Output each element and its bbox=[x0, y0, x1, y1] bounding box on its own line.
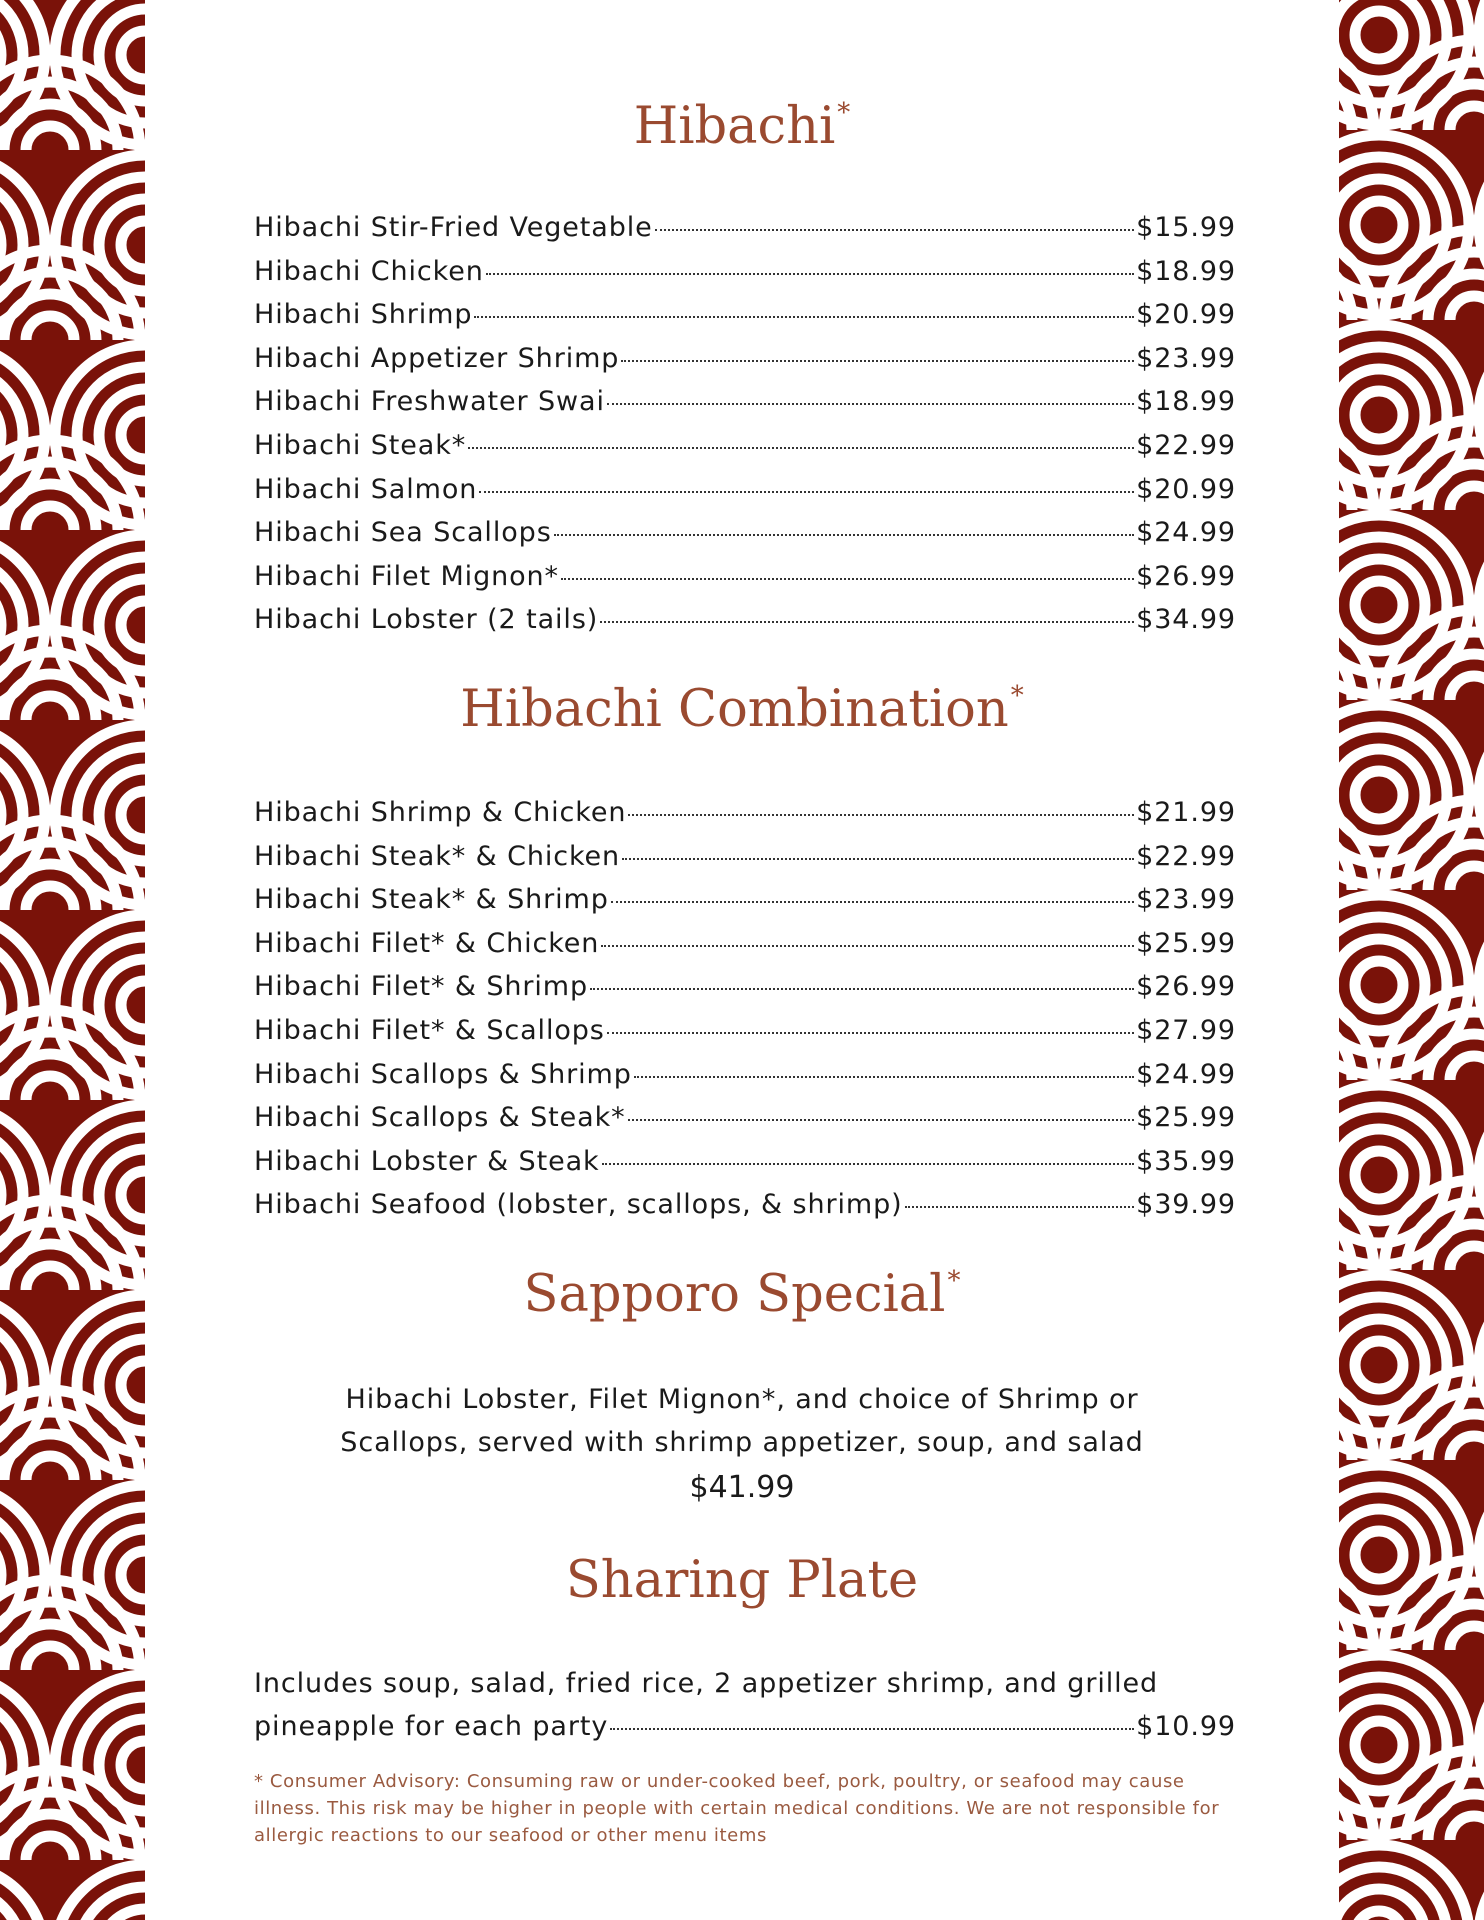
sharing-description bbox=[254, 1662, 1236, 1748]
menu-item-name: Hibachi Scallops & Shrimp bbox=[254, 1058, 632, 1090]
menu-item-price: $23.99 bbox=[1136, 342, 1236, 374]
menu-item bbox=[254, 511, 1236, 555]
sharing-price: $10.99 bbox=[1136, 1711, 1236, 1742]
hibachi-heading bbox=[145, 97, 1339, 156]
menu-item-name: Hibachi Filet Mignon* bbox=[254, 560, 559, 592]
menu-item-price: $21.99 bbox=[1136, 797, 1236, 828]
dot-leader bbox=[479, 463, 1134, 493]
menu-panel bbox=[145, 0, 1339, 1920]
menu-item-name: Hibachi Chicken bbox=[254, 255, 484, 287]
menu-item-name: Hibachi Filet* & Chicken bbox=[254, 927, 600, 959]
menu-item bbox=[254, 206, 1236, 250]
sapporo-title: Sapporo Special bbox=[523, 1265, 946, 1324]
sharing-heading bbox=[145, 1551, 1339, 1610]
menu-item-name: Hibachi Shrimp bbox=[254, 299, 473, 331]
menu-item-name: Hibachi Scallops & Steak* bbox=[254, 1102, 626, 1134]
combination-title: Hibachi Combination bbox=[460, 680, 1009, 739]
menu-item-name: Hibachi Stir-Fried Vegetable bbox=[254, 212, 653, 243]
menu-item-price: $34.99 bbox=[1136, 604, 1236, 636]
menu-item-price: $25.99 bbox=[1136, 927, 1236, 959]
hibachi-menu-list bbox=[254, 206, 1236, 642]
menu-item bbox=[254, 1053, 1236, 1097]
menu-item-name: Hibachi Steak* bbox=[254, 429, 467, 461]
menu-item-price: $20.99 bbox=[1136, 299, 1236, 331]
menu-item bbox=[254, 965, 1236, 1009]
menu-item bbox=[254, 1096, 1236, 1140]
seigaiha-pattern-right bbox=[1339, 0, 1484, 1920]
menu-item-price: $26.99 bbox=[1136, 971, 1236, 1003]
dot-leader bbox=[601, 917, 1134, 947]
dot-leader bbox=[607, 375, 1134, 405]
menu-item-name: Hibachi Salmon bbox=[254, 473, 478, 505]
sapporo-description-line2: Scallops, served with shrimp appetizer, soup, and salad bbox=[340, 1427, 1144, 1458]
menu-item-name: Hibachi Filet* & Shrimp bbox=[254, 971, 589, 1003]
menu-item-price: $15.99 bbox=[1136, 212, 1236, 243]
menu-item-price: $20.99 bbox=[1136, 473, 1236, 505]
dot-leader bbox=[634, 1048, 1134, 1078]
menu-item-price: $22.99 bbox=[1136, 840, 1236, 872]
menu-item-price: $39.99 bbox=[1136, 1189, 1236, 1221]
dot-leader bbox=[622, 830, 1134, 860]
sharing-description-line1: Includes soup, salad, fried rice, 2 appetizer shrimp, and grilled bbox=[254, 1668, 1159, 1699]
menu-item bbox=[254, 337, 1236, 381]
menu-item-price: $27.99 bbox=[1136, 1014, 1236, 1046]
menu-item bbox=[254, 250, 1236, 294]
sharing-description-line2 bbox=[254, 1705, 1236, 1748]
left-wave-pattern bbox=[0, 0, 145, 1920]
sharing-line2-text: pineapple for each party bbox=[254, 1711, 609, 1742]
menu-item-price: $26.99 bbox=[1136, 560, 1236, 592]
menu-item-price: $18.99 bbox=[1136, 386, 1236, 418]
dot-leader bbox=[590, 960, 1134, 990]
menu-item-name: Hibachi Freshwater Swai bbox=[254, 386, 605, 418]
menu-item-price: $18.99 bbox=[1136, 255, 1236, 287]
menu-item bbox=[254, 380, 1236, 424]
menu-item bbox=[254, 1140, 1236, 1184]
menu-item-price: $25.99 bbox=[1136, 1102, 1236, 1134]
menu-item bbox=[254, 791, 1236, 835]
combination-asterisk: * bbox=[1010, 681, 1024, 711]
seigaiha-pattern-left bbox=[0, 0, 145, 1920]
dot-leader bbox=[607, 1004, 1134, 1034]
menu-item-name: Hibachi Lobster (2 tails) bbox=[254, 604, 599, 636]
menu-item bbox=[254, 555, 1236, 599]
menu-item-price: $23.99 bbox=[1136, 884, 1236, 916]
dot-leader bbox=[610, 1700, 1134, 1730]
menu-item bbox=[254, 598, 1236, 642]
dot-leader bbox=[474, 288, 1134, 318]
menu-item bbox=[254, 878, 1236, 922]
dot-leader bbox=[486, 245, 1134, 275]
consumer-advisory: * Consumer Advisory: Consuming raw or under-cooked beef, pork, poultry, or seafood may cause illness. This risk may be higher in people with certain medical conditions. We are not responsible for allergic reactions to our seafood or other menu items bbox=[254, 1771, 1220, 1846]
menu-item-name: Hibachi Seafood (lobster, scallops, & shrimp) bbox=[254, 1189, 903, 1221]
menu-item-name: Hibachi Lobster & Steak bbox=[254, 1145, 600, 1177]
sapporo-heading bbox=[145, 1265, 1339, 1324]
menu-item-name: Hibachi Steak* & Chicken bbox=[254, 840, 621, 872]
menu-item-name: Hibachi Filet* & Scallops bbox=[254, 1014, 605, 1046]
dot-leader bbox=[628, 786, 1134, 816]
right-wave-pattern bbox=[1339, 0, 1484, 1920]
menu-item-price: $24.99 bbox=[1136, 1058, 1236, 1090]
dot-leader bbox=[621, 332, 1134, 362]
menu-item bbox=[254, 468, 1236, 512]
dot-leader bbox=[905, 1178, 1135, 1208]
dot-leader bbox=[600, 593, 1134, 623]
menu-item bbox=[254, 1009, 1236, 1053]
sapporo-asterisk: * bbox=[947, 1266, 961, 1296]
menu-item bbox=[254, 922, 1236, 966]
menu-item-name: Hibachi Appetizer Shrimp bbox=[254, 342, 620, 374]
menu-item-price: $35.99 bbox=[1136, 1145, 1236, 1177]
menu-item bbox=[254, 835, 1236, 879]
sapporo-description-line1: Hibachi Lobster, Filet Mignon*, and choice of Shrimp or bbox=[345, 1384, 1139, 1415]
menu-item-name: Hibachi Shrimp & Chicken bbox=[254, 797, 627, 828]
dot-leader bbox=[561, 550, 1134, 580]
menu-item bbox=[254, 293, 1236, 337]
dot-leader bbox=[628, 1091, 1135, 1121]
dot-leader bbox=[602, 1135, 1135, 1165]
combination-menu-list bbox=[254, 791, 1236, 1227]
dot-leader bbox=[554, 506, 1134, 536]
menu-item-price: $24.99 bbox=[1136, 517, 1236, 549]
sharing-title: Sharing Plate bbox=[565, 1551, 919, 1610]
dot-leader bbox=[655, 201, 1134, 231]
dot-leader bbox=[468, 419, 1134, 449]
menu-item bbox=[254, 424, 1236, 468]
menu-item-price: $22.99 bbox=[1136, 429, 1236, 461]
hibachi-asterisk: * bbox=[837, 98, 851, 128]
combination-heading bbox=[145, 680, 1339, 739]
menu-item-name: Hibachi Sea Scallops bbox=[254, 517, 552, 549]
sapporo-price: $41.99 bbox=[689, 1470, 795, 1505]
hibachi-title: Hibachi bbox=[633, 97, 836, 156]
menu-item bbox=[254, 1183, 1236, 1227]
menu-item-name: Hibachi Steak* & Shrimp bbox=[254, 884, 609, 916]
dot-leader bbox=[611, 873, 1134, 903]
